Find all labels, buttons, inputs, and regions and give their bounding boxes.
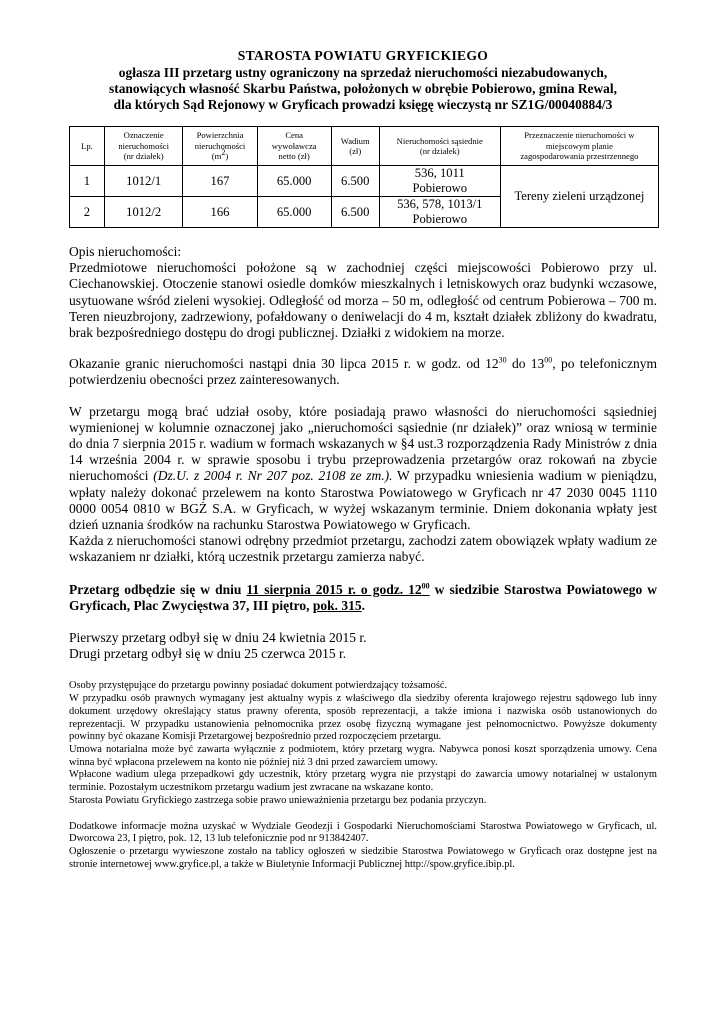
col-header-wadium: Wadium (zł) — [331, 127, 379, 166]
first-auction-line: Pierwszy przetarg odbył się w dniu 24 kwietnia 2015 r. — [69, 630, 367, 646]
footer-publication: Ogłoszenie o przetargu wywieszone zostało na tablicy ogłoszeń w siedzibie Starostwa Powiatowego w Gryficach oraz dostępne jest na stronie internetowej www.gryfice.pl, a także w Biuletynie Informacji Publicznej http://spow.gryfice.ibip.pl. — [69, 845, 657, 870]
cell-dzialka: 1012/2 — [104, 197, 183, 228]
announcement-page — [69, 48, 657, 871]
header-line-4: dla których Sąd Rejonowy w Gryficach prowadzi księgę wieczystą nr SZ1G/00040884/3 — [113, 97, 613, 112]
col-header-cena: Cena wywoławcza netto (zł) — [257, 127, 331, 166]
description-section — [69, 244, 657, 341]
cell-dzialka: 1012/1 — [104, 166, 183, 197]
previous-auctions-section — [69, 630, 657, 662]
cell-wadium: 6.500 — [331, 166, 379, 197]
note-item: W przypadku osób prawnych wymagany jest aktualny wypis z właściwego dla siedziby oferenta krajowego rejestru sądowego lub inny dokument urzędowy określający status prawny oferenta, sposób reprezentacji, a także imiona i nazwiska osób ustanowionych do reprezentacji. W przypadku ustanowienia pełnomocnika przez osobę fizyczną wymagane jest pełnomocnictwo. Powyższe dokumenty powinny być okazane Komisji Przetargowej bezpośrednio przed rozpoczęciem przetargu. — [69, 693, 657, 743]
table-header-row — [70, 127, 659, 166]
room-number: pok. 315 — [312, 597, 362, 613]
cell-powierzchnia: 166 — [183, 197, 257, 228]
col-header-sasiednie: Nieruchomości sąsiednie (nr działek) — [379, 127, 500, 166]
property-table — [69, 126, 659, 228]
participation-section: W przetargu mogą brać udział osoby, które posiadają prawo własności do nieruchomości sąsiedniej wymienionej w kolumnie oznaczonej jako „nieruchomości sąsiednie (nr działek)” oraz wniosą w terminie do dnia 7 sierpnia 2015 r. wadium w formach wskazanych w §4 ust.3 rozporządzenia Rady Ministrów z dnia 14 września 2004 r. w sprawie sposobu i trybu przeprowadzenia przetargów oraz rokowań na zbycie nieruchomości (Dz.U. z 2004 r. Nr 207 poz. 2108 ze zm.). W przypadku wniesienia wadium w pieniądzu, wpłaty należy dokonać przelewem na konto Starostwa Powiatowego w Gryficach nr 47 2030 0045 1110 0000 0054 0810 w BGŻ S.A. w Gryficach, w wyżej wskazanym terminie. Dniem dokonania wpłaty jest dzień uznania środków na rachunku Starostwa Powiatowego w Gryficach. Każda z nieruchomości stanowi odrębny przedmiot przetargu, zachodzi zatem obowiązek wpłaty wadium ze wskazaniem nr działki, którą uczestnik przetargu zamierza nabyć. — [69, 403, 658, 565]
footer-info: Dodatkowe informacje można uzyskać w Wydziale Geodezji i Gospodarki Nieruchomościami Starostwa Powiatowego w Gryficach, ul. Dworcowa 23, I piętro, pok. 12, 13 lub telefonicznie pod nr 913842407. — [69, 820, 657, 845]
header-line-2: ogłasza III przetarg ustny ograniczony na sprzedaż nieruchomości niezabudowanych, — [118, 65, 608, 80]
col-header-powierzchnia: Powierzchnia nieruchomości $(m^2)$ — [183, 127, 257, 166]
boundary-viewing-section: Okazanie granic nieruchomości nastąpi dnia 30 lipca 2015 r. w godz. od $12^{30}$ do $13^{00}$, po telefonicznym potwierdzeniu obecności przez zainteresowanych. — [69, 355, 658, 388]
cell-sasiednie: 536, 578, 1013/1 Pobierowo — [379, 197, 500, 228]
footer-section — [69, 821, 657, 872]
cell-cena: 65.000 — [257, 197, 331, 228]
note-item: Starosta Powiatu Gryfickiego zastrzega sobie prawo unieważnienia przetargu bez podania przyczyn. — [69, 794, 487, 806]
cell-lp: 1 — [70, 166, 105, 197]
cell-cena: 65.000 — [257, 166, 331, 197]
announcement-header — [69, 48, 657, 113]
col-header-przeznaczenie: Przeznaczenie nieruchomości w miejscowym planie zagospodarowania przestrzennego — [500, 127, 658, 166]
note-item: Osoby przystępujące do przetargu powinny posiadać dokument potwierdzający tożsamość. — [69, 680, 448, 692]
second-auction-line: Drugi przetarg odbył się w dniu 25 czerwca 2015 r. — [69, 646, 347, 662]
note-item: Wpłacone wadium ulega przepadkowi gdy uczestnik, który przetarg wygra nie przystąpi do zawarcia umowy notarialnej w ustalonym terminie. Pozostałym uczestnikom przetargu wadium jest zwracane na wskazane konto. — [69, 769, 657, 794]
col-header-lp: Lp. — [70, 127, 105, 166]
header-title: STAROSTA POWIATU GRYFICKIEGO — [237, 48, 489, 63]
col-header-oznaczenie: Oznaczenie nieruchomości (nr działek) — [104, 127, 183, 166]
description-text: Przedmiotowe nieruchomości położone są w zachodniej części miejscowości Pobierowo przy ul. Ciechanowskiej. Otoczenie stanowi osiedle domków mieszkalnych i letniskowych oraz budynki wczasowe, usytuowane wśród zieleni wysokiej. Odległość od morza – 50 m, odległość od centrum Pobierowa – 700 m. Teren nieuzbrojony, zadrzewiony, pofałdowany o deniwelacji do 4 m, kształt działek zbliżony do kwadratu, brak bezpośredniego dostępu do drogi publicznej. Działki z widokiem na morze. — [69, 260, 657, 341]
cell-wadium: 6.500 — [331, 197, 379, 228]
table-row — [70, 166, 659, 197]
notes-section — [69, 680, 657, 807]
auction-date-section: Przetarg odbędzie się w dniu 11 sierpnia 2015 r. o godz. $12^{00}$ w siedzibie Starostwa Powiatowego w Gryficach, Plac Zwycięstwa 37, III piętro, pok. 315. — [69, 581, 658, 613]
header-line-3: stanowiących własność Skarbu Państwa, położonych w obrębie Pobierowo, gmina Rewal, — [109, 81, 617, 96]
description-title: Opis nieruchomości: — [69, 244, 182, 259]
participation-note: Każda z nieruchomości stanowi odrębny przedmiot przetargu, zachodzi zatem obowiązek wpłaty wadium ze wskazaniem nr działki, którą uczestnik przetargu zamierza nabyć. — [69, 533, 657, 565]
cell-lp: 2 — [70, 197, 105, 228]
cell-przeznaczenie: Tereny zieleni urządzonej — [500, 166, 658, 228]
note-item: Umowa notarialna może być zawarta wyłącznie z podmiotem, który przetarg wygra. Nabywca ponosi koszt sporządzenia umowy. Cena winna być wpłacona przelewem na konto nie później niż 3 dni przed zawarciem umowy. — [69, 743, 657, 768]
cell-powierzchnia: 167 — [183, 166, 257, 197]
cell-sasiednie: 536, 1011 Pobierowo — [379, 166, 500, 197]
